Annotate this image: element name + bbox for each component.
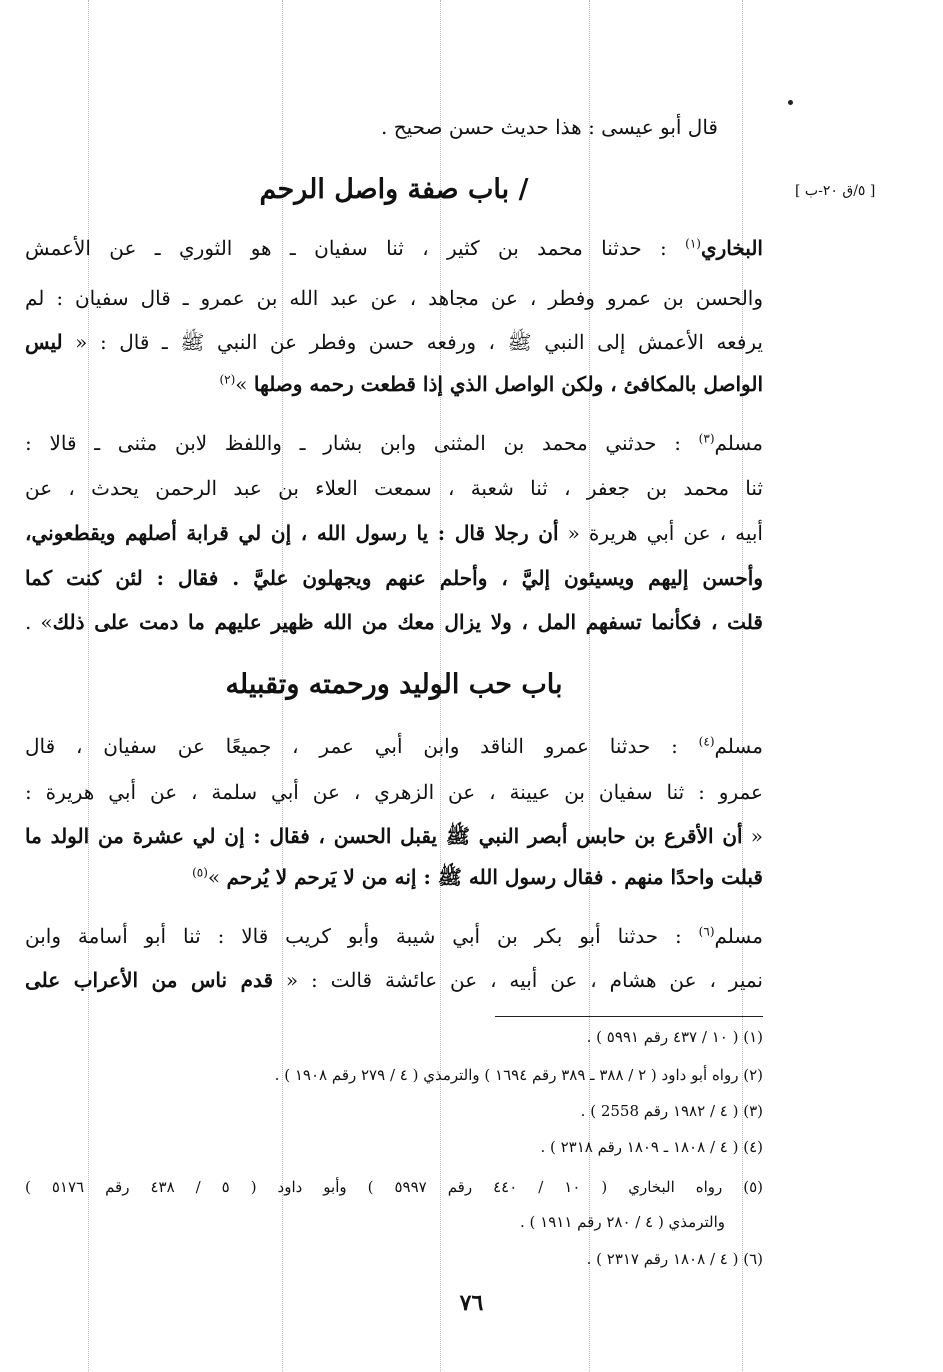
text-line xyxy=(25,372,763,396)
footnote-ref: (٢) xyxy=(219,372,236,387)
text-line xyxy=(25,924,763,948)
hadith-quote: قلت ، فكأنما تسفهم المل ، ولا يزال معك من الله ظهير عليهم ما دمت على ذلك xyxy=(52,610,763,634)
hadith-text: » xyxy=(235,372,254,396)
hadith-text: : حدثنا عمرو الناقد وابن أبي عمر ، جميعًا عن سفيان ، قال xyxy=(25,734,699,758)
hadith-text: نمير ، عن هشام ، عن أبيه ، عن عائشة قالت : « xyxy=(273,968,763,992)
hadith-quote: قدم ناس من الأعراب على xyxy=(25,968,274,992)
folio-marker: [ ٥/ق ٢٠-ب ] xyxy=(795,183,876,199)
footnote: (١) ( ١٠ / ٤٣٧ رقم ٥٩٩١ ) . xyxy=(586,1028,763,1046)
text-line xyxy=(25,330,763,359)
hadith-text: » xyxy=(207,865,227,889)
hadith-text: : حدثنا أبو بكر بن أبي شيبة وأبو كريب قالا : ثنا أبو أسامة وابن xyxy=(25,924,699,948)
text-line: ثنا محمد بن جعفر ، ثنا شعبة ، سمعت العلاء بن عبد الرحمن يحدث ، عن xyxy=(25,476,764,500)
footnote-ref: (٤) xyxy=(698,734,715,749)
hadith-source: مسلم xyxy=(714,734,763,758)
footnote: (٤) ( ٤ / ١٨٠٨ ـ ١٨٠٩ رقم ٢٣١٨ ) . xyxy=(540,1138,763,1156)
hadith-source: البخاري xyxy=(700,236,763,260)
page-number: ٧٦ xyxy=(459,1290,484,1316)
hadith-quote: ليس xyxy=(25,330,63,354)
section-heading: باب حب الوليد ورحمته وتقبيله xyxy=(225,669,563,700)
hadith-quote: وأحسن إليهم ويسيئون إليَّ ، وأحلم عنهم ويجهلون عليَّ . فقال : لئن كنت كما xyxy=(25,566,763,590)
text-line xyxy=(25,968,763,992)
section-heading: / باب صفة واصل الرحم xyxy=(259,174,529,205)
text-line: والحسن بن عمرو وفطر ، عن مجاهد ، عن عبد الله بن عمرو ـ قال سفيان : لم xyxy=(25,286,763,310)
text-line xyxy=(25,566,763,590)
opening-line: قال أبو عيسى : هذا حديث حسن صحيح . xyxy=(380,115,718,139)
hadith-text: أبيه ، عن أبي هريرة « xyxy=(558,521,763,545)
text-line xyxy=(25,521,763,545)
hadith-text: يرفعه الأعمش إلى النبي ﷺ ، ورفعه حسن وفطر عن النبي ﷺ ـ قال : « xyxy=(75,330,763,354)
text-line xyxy=(25,236,763,260)
footnote: (٢) رواه أبو داود ( ٢ / ٣٨٨ ـ ٣٨٩ رقم ١٦٩٤ ) والترمذي ( ٤ / ٢٧٩ رقم ١٩٠٨ ) . xyxy=(274,1066,763,1084)
ink-dot xyxy=(788,100,793,105)
footnote-ref: (١) xyxy=(685,236,701,251)
text-line xyxy=(25,431,763,455)
hadith-source: مسلم xyxy=(714,431,763,455)
hadith-text: » . xyxy=(25,610,53,634)
footnote-ref: (٦) xyxy=(698,924,715,939)
footnote-ref: (٣) xyxy=(698,431,715,446)
hadith-text: : حدثني محمد بن المثنى وابن بشار ـ واللفظ لابن مثنى ـ قالا : xyxy=(25,431,699,455)
hadith-quote: قبلت واحدًا منهم . فقال رسول الله ﷺ : إنه من لا يَرحم لا يُرحم xyxy=(226,865,763,889)
footnote: (٥) رواه البخاري ( ١٠ / ٤٤٠ رقم ٥٩٩٧ ) وأبو داود ( ٥ / ٤٣٨ رقم ٥١٧٦ ) xyxy=(25,1178,763,1196)
hadith-quote: أن الأقرع بن حابس أبصر النبي ﷺ يقبل الحسن ، فقال : إن لي عشرة من الولد ما xyxy=(25,824,743,848)
footnote: والترمذي ( ٤ / ٢٨٠ رقم ١٩١١ ) . xyxy=(520,1213,725,1231)
text-line xyxy=(25,734,763,758)
text-line xyxy=(25,865,763,894)
text-line: عمرو : ثنا سفيان بن عيينة ، عن الزهري ، عن أبي سلمة ، عن أبي هريرة : xyxy=(25,780,763,804)
footnote-ref: (٥) xyxy=(192,865,208,880)
hadith-quote: أن رجلا قال : يا رسول الله ، إن لي قرابة أصلهم ويقطعوني، xyxy=(25,521,559,545)
hadith-text: « xyxy=(742,824,764,848)
text-line xyxy=(25,610,763,634)
hadith-source: مسلم xyxy=(714,924,763,948)
footnote: (٣) ( ٤ / ١٩٨٢ رقم 2558 ) . xyxy=(580,1102,763,1120)
footnote: (٦) ( ٤ / ١٨٠٨ رقم ٢٣١٧ ) . xyxy=(586,1250,763,1268)
text-line xyxy=(25,824,763,853)
footnote-separator xyxy=(495,1016,763,1017)
hadith-quote: الواصل بالمكافئ ، ولكن الواصل الذي إذا قطعت رحمه وصلها xyxy=(253,372,763,396)
hadith-text: : حدثنا محمد بن كثير ، ثنا سفيان ـ هو الثوري ـ عن الأعمش xyxy=(25,236,686,260)
